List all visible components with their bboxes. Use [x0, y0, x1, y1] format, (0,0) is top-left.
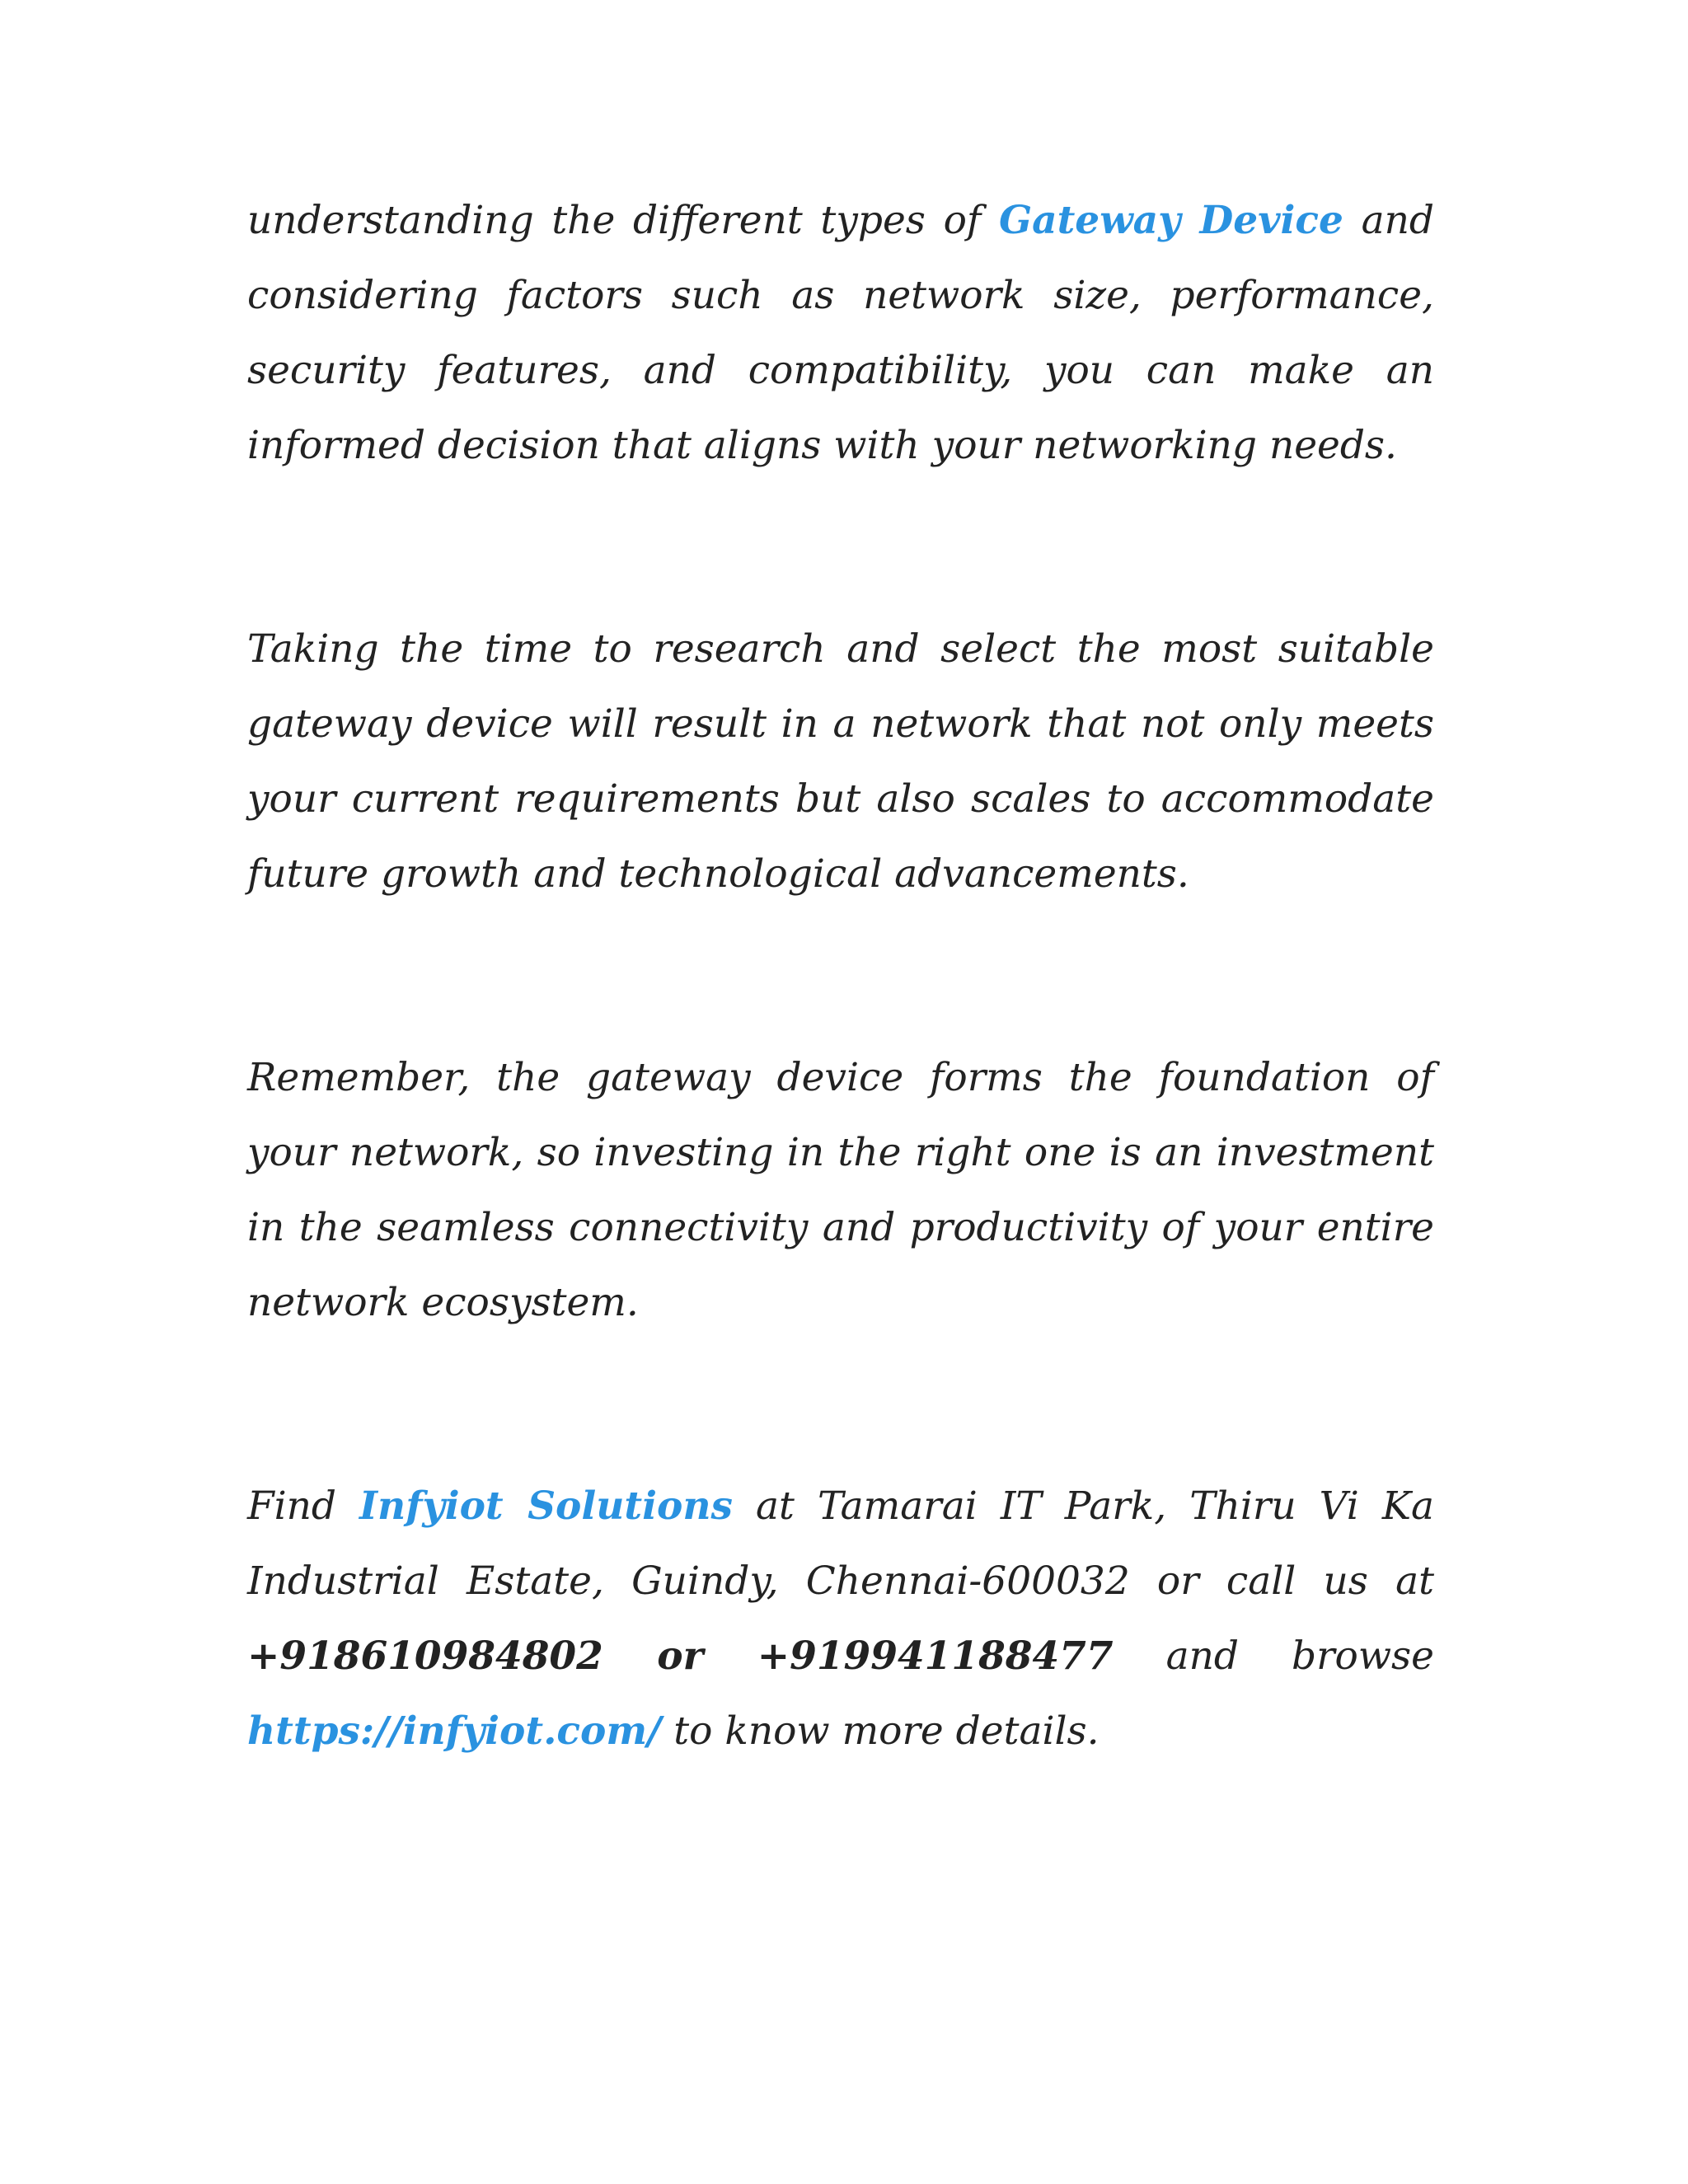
paragraph-text: Taking the time to research and select the most suitable gateway device will result in a network that not only meets your current requirements but also scales to accommodate future growth and technological advancements.: [247, 626, 1434, 897]
paragraph-text: and considering factors such as network size, performance, security features, and compatibility, you can make an informed decision that aligns with your networking needs.: [247, 198, 1434, 468]
document-body: [247, 183, 1434, 1769]
paragraph-text: Remember, the gateway device forms the foundation of your network, so investing in the right one is an investment in the seamless connectivity and productivity of your entire network ecosystem.: [247, 1055, 1434, 1325]
gateway-device-link[interactable]: Gateway Device: [999, 198, 1343, 243]
paragraph-text: and browse: [1113, 1633, 1434, 1679]
paragraph-text: to know more details.: [661, 1708, 1100, 1754]
phone-numbers: +918610984802 or +919941188477: [247, 1633, 1114, 1679]
paragraph-remember: [247, 1040, 1434, 1340]
paragraph-research: [247, 612, 1434, 912]
paragraph-text: Find: [247, 1483, 360, 1529]
paragraph-text: at Tamarai IT Park, Thiru Vi Ka Industrial Estate, Guindy, Chennai-600032 or call us at: [247, 1483, 1434, 1604]
paragraph-gateway-types: [247, 183, 1434, 483]
website-url-link[interactable]: https://infyiot.com/: [247, 1708, 662, 1754]
paragraph-text: understanding the different types of: [247, 198, 999, 243]
infyiot-solutions-link[interactable]: Infyiot Solutions: [359, 1483, 733, 1529]
paragraph-contact: [247, 1469, 1434, 1769]
